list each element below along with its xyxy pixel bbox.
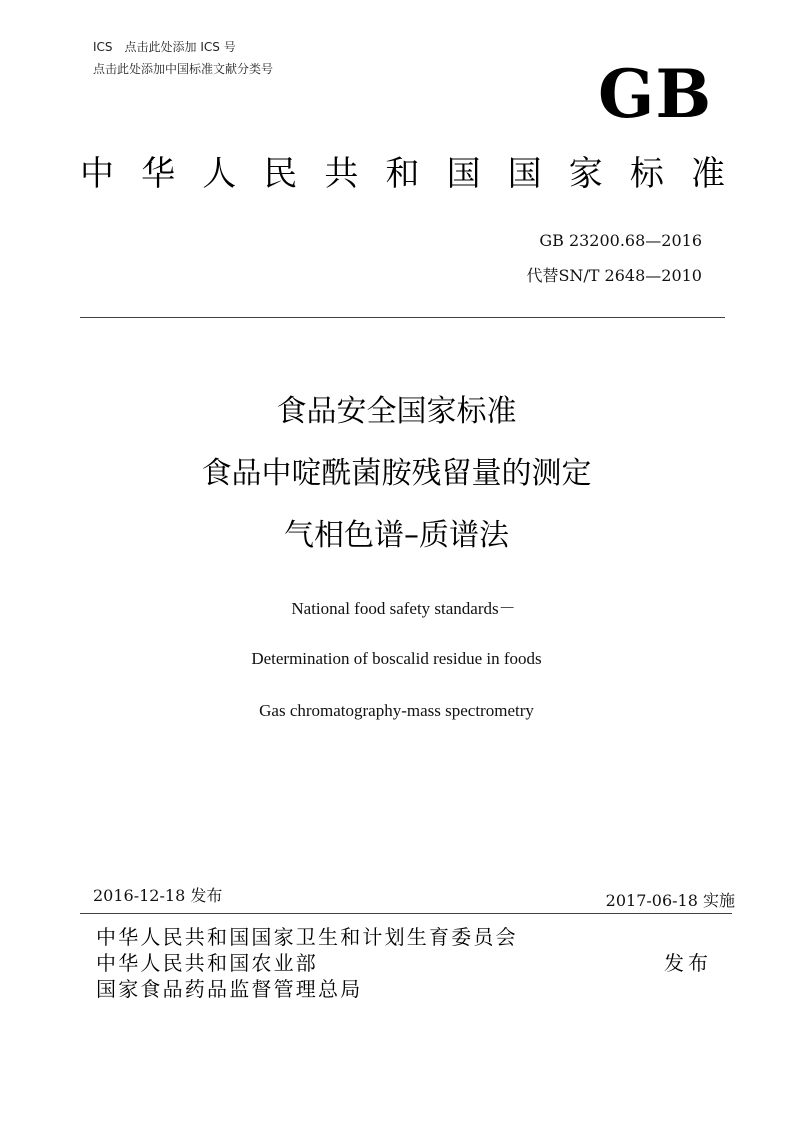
english-title-line-1: National food safety standards－ — [291, 599, 516, 618]
gb-logo: GB — [598, 55, 713, 133]
country-title-char: 准 — [690, 154, 725, 194]
country-title-char: 标 — [629, 154, 664, 194]
ics-number-line: ICS 点击此处添加 ICS 号 — [93, 40, 236, 54]
issuer-health-commission: 中华人民共和国国家卫生和计划生育委员会 — [96, 925, 518, 949]
top-divider — [80, 317, 725, 318]
country-title-char: 华 — [141, 154, 176, 194]
country-title-char: 人 — [202, 154, 237, 194]
country-title-char: 和 — [385, 154, 420, 194]
country-title-char: 国 — [507, 154, 542, 194]
issuer-food-drug-administration: 国家食品药品监督管理总局 — [96, 977, 363, 1001]
replaced-standard: 代替SN/T 2648—2010 — [526, 266, 702, 285]
country-title-char: 国 — [446, 154, 481, 194]
country-standard-title — [80, 152, 725, 196]
standard-number: GB 23200.68—2016 — [539, 231, 702, 250]
standard-title-line-2: 食品中啶酰菌胺残留量的测定 — [201, 456, 592, 491]
classification-number-line: 点击此处添加中国标准文献分类号 — [93, 62, 274, 76]
country-title-char: 民 — [263, 154, 298, 194]
country-title-char: 共 — [324, 154, 359, 194]
standard-title-line-3: 气相色谱–质谱法 — [284, 518, 509, 553]
effective-date: 2017-06-18 实施 — [605, 891, 735, 910]
publish-label: 发布 — [664, 951, 712, 975]
english-title-line-2: Determination of boscalid residue in foods — [251, 649, 542, 668]
issuer-ministry-of-agriculture: 中华人民共和国农业部 — [96, 951, 318, 975]
standard-title-line-1: 食品安全国家标准 — [276, 394, 517, 429]
english-title-line-3: Gas chromatography-mass spectrometry — [259, 701, 534, 720]
issue-date: 2016-12-18 发布 — [93, 886, 223, 905]
bottom-divider — [80, 913, 732, 914]
country-title-char: 家 — [568, 154, 603, 194]
country-title-char: 中 — [80, 154, 114, 194]
